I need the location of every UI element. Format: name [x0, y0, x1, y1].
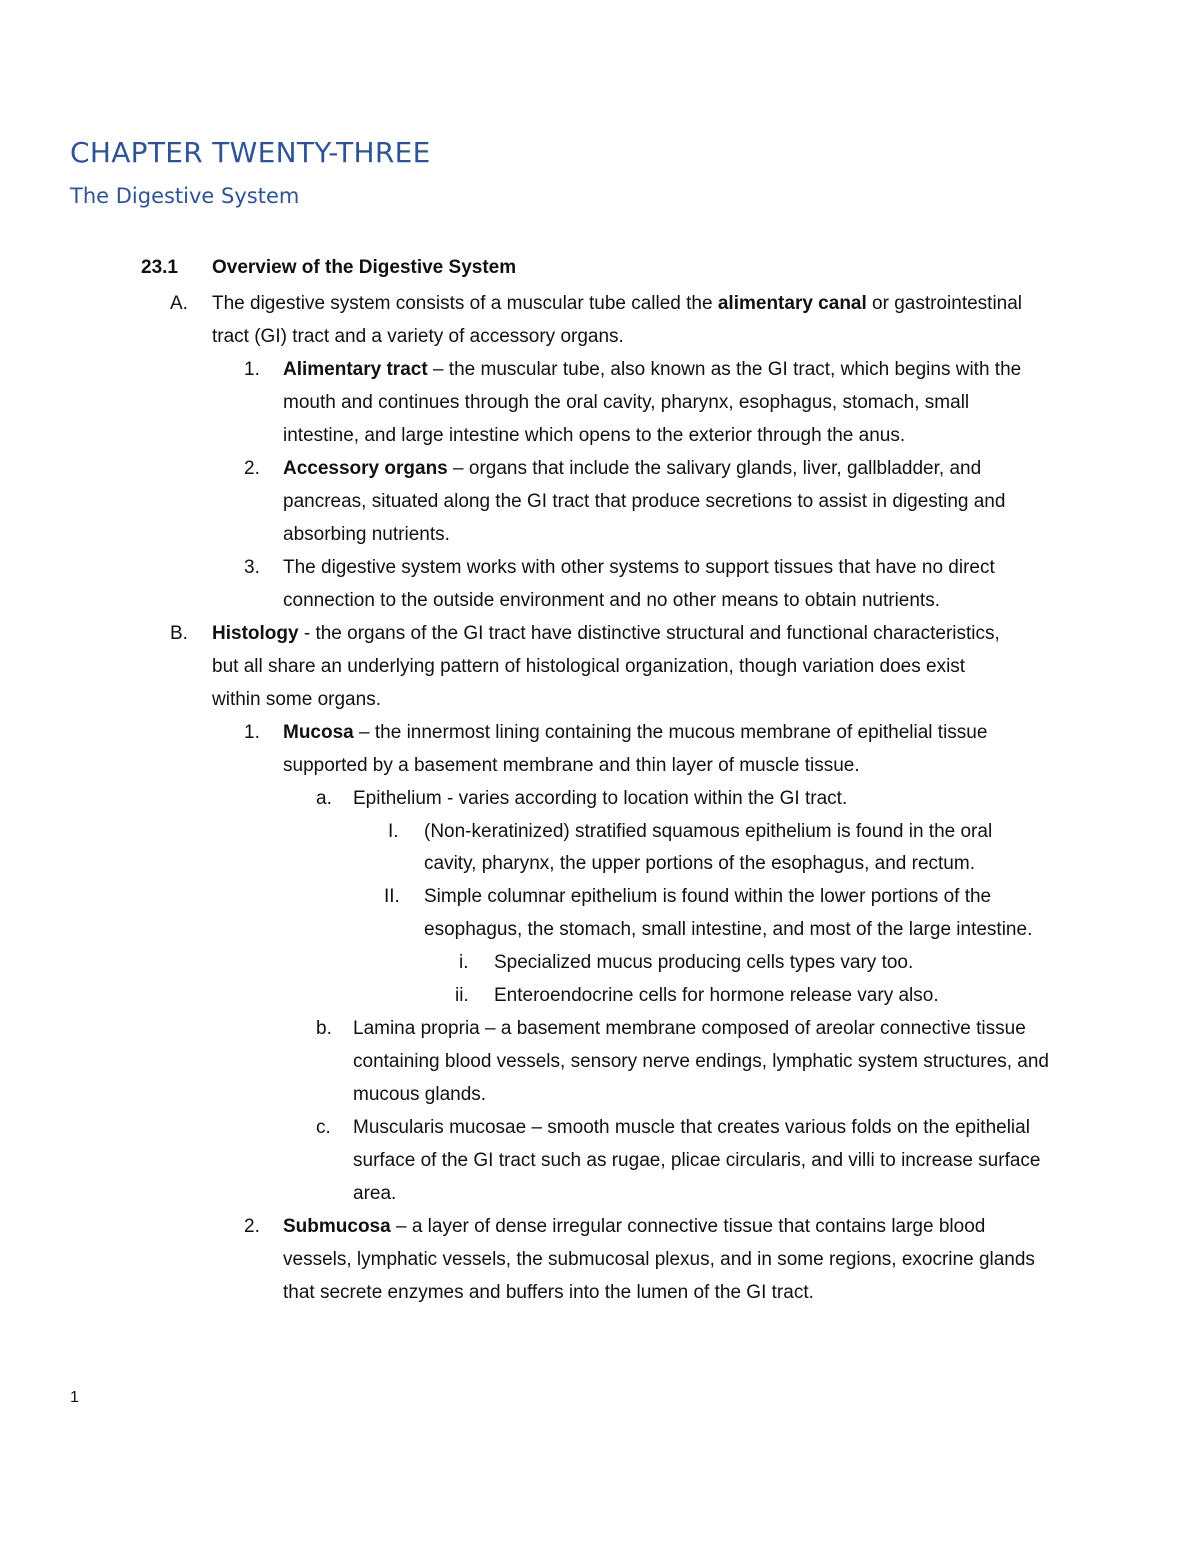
- list-item-roman-1-line-2: cavity, pharynx, the upper portions of the esophagus, and rectum.: [424, 853, 975, 874]
- list-item-b1b-line-1: Lamina propria – a basement membrane composed of areolar connective tissue: [353, 1018, 1026, 1039]
- list-item-b2-line-1: [283, 1215, 985, 1239]
- list-marker: 3.: [244, 557, 260, 578]
- list-marker: 2.: [244, 1216, 260, 1237]
- term: alimentary canal: [717, 293, 867, 314]
- text: - the organs of the GI tract have distinctive structural and functional characteristics,: [298, 623, 1000, 644]
- section-title: Overview of the Digestive System: [212, 257, 517, 278]
- list-item-b1b-line-3: mucous glands.: [353, 1084, 487, 1105]
- list-item-b1-line-2: supported by a basement membrane and thin layer of muscle tissue.: [283, 755, 860, 776]
- term: Submucosa: [283, 1216, 391, 1237]
- list-item-roman-small-2: Enteroendocrine cells for hormone release vary also.: [494, 985, 939, 1006]
- list-item-b1a-line-1: Epithelium - varies according to location within the GI tract.: [353, 788, 848, 809]
- list-item-b1-line-1: [283, 721, 987, 745]
- list-item-a2-line-1: [283, 457, 981, 481]
- list-item-a1-line-3: intestine, and large intestine which opens to the exterior through the anus.: [283, 425, 906, 446]
- text: or gastrointestinal: [866, 293, 1023, 314]
- list-marker: ii.: [455, 985, 469, 1006]
- list-item-b-line-1: [212, 622, 1000, 646]
- list-item-b2-line-2: vessels, lymphatic vessels, the submucosal plexus, and in some regions, exocrine glands: [283, 1249, 1035, 1270]
- list-marker: 1.: [244, 722, 260, 743]
- term: Alimentary tract: [283, 359, 428, 380]
- list-item-a2-line-2: pancreas, situated along the GI tract that produce secretions to assist in digesting and: [283, 491, 1006, 512]
- list-item-b2-line-3: that secrete enzymes and buffers into the lumen of the GI tract.: [283, 1282, 814, 1303]
- page-number: 1: [70, 1389, 79, 1406]
- chapter-title: CHAPTER TWENTY-THREE: [70, 136, 431, 169]
- text: – the innermost lining containing the mucous membrane of epithelial tissue: [353, 722, 988, 743]
- chapter-subtitle: The Digestive System: [70, 184, 300, 208]
- list-item-b1c-line-1: Muscularis mucosae – smooth muscle that creates various folds on the epithelial: [353, 1117, 1030, 1138]
- list-marker: 2.: [244, 458, 260, 479]
- list-item-a2-line-3: absorbing nutrients.: [283, 524, 450, 545]
- list-item-roman-small-1: Specialized mucus producing cells types vary too.: [494, 952, 914, 973]
- list-marker: a.: [316, 788, 332, 809]
- term: Accessory organs: [283, 458, 448, 479]
- list-marker: b.: [316, 1018, 332, 1039]
- list-item-b1b-line-2: containing blood vessels, sensory nerve endings, lymphatic system structures, and: [353, 1051, 1049, 1072]
- list-item-roman-2-line-2: esophagus, the stomach, small intestine, and most of the large intestine.: [424, 919, 1033, 940]
- term: Histology: [212, 623, 299, 644]
- list-item-a-line-1: [212, 292, 1022, 316]
- section-number: 23.1: [141, 257, 178, 278]
- list-marker: i.: [459, 952, 469, 973]
- list-marker: 1.: [244, 359, 260, 380]
- list-item-b-line-2: but all share an underlying pattern of histological organization, though variation does exist: [212, 656, 966, 677]
- text: The digestive system consists of a muscular tube called the: [212, 293, 718, 314]
- list-marker: II.: [384, 886, 400, 907]
- list-item-roman-1-line-1: (Non-keratinized) stratified squamous epithelium is found in the oral: [424, 821, 993, 842]
- list-item-b1c-line-2: surface of the GI tract such as rugae, plicae circularis, and villi to increase surface: [353, 1150, 1041, 1171]
- list-marker: B.: [170, 623, 188, 644]
- list-item-b1c-line-3: area.: [353, 1183, 397, 1204]
- list-item-roman-2-line-1: Simple columnar epithelium is found within the lower portions of the: [424, 886, 992, 907]
- list-item-a3-line-2: connection to the outside environment and no other means to obtain nutrients.: [283, 590, 940, 611]
- list-item-a3-line-1: The digestive system works with other systems to support tissues that have no direct: [283, 557, 995, 578]
- list-item-a-line-2: tract (GI) tract and a variety of accessory organs.: [212, 326, 624, 347]
- list-item-b-line-3: within some organs.: [212, 689, 381, 710]
- text: – the muscular tube, also known as the GI tract, which begins with the: [427, 359, 1022, 380]
- list-marker: A.: [170, 293, 188, 314]
- list-marker: c.: [316, 1117, 331, 1138]
- list-item-a1-line-1: [283, 358, 1021, 382]
- text: – a layer of dense irregular connective tissue that contains large blood: [390, 1216, 986, 1237]
- list-marker: I.: [388, 821, 399, 842]
- text: – organs that include the salivary glands, liver, gallbladder, and: [447, 458, 982, 479]
- term: Mucosa: [283, 722, 354, 743]
- list-item-a1-line-2: mouth and continues through the oral cavity, pharynx, esophagus, stomach, small: [283, 392, 970, 413]
